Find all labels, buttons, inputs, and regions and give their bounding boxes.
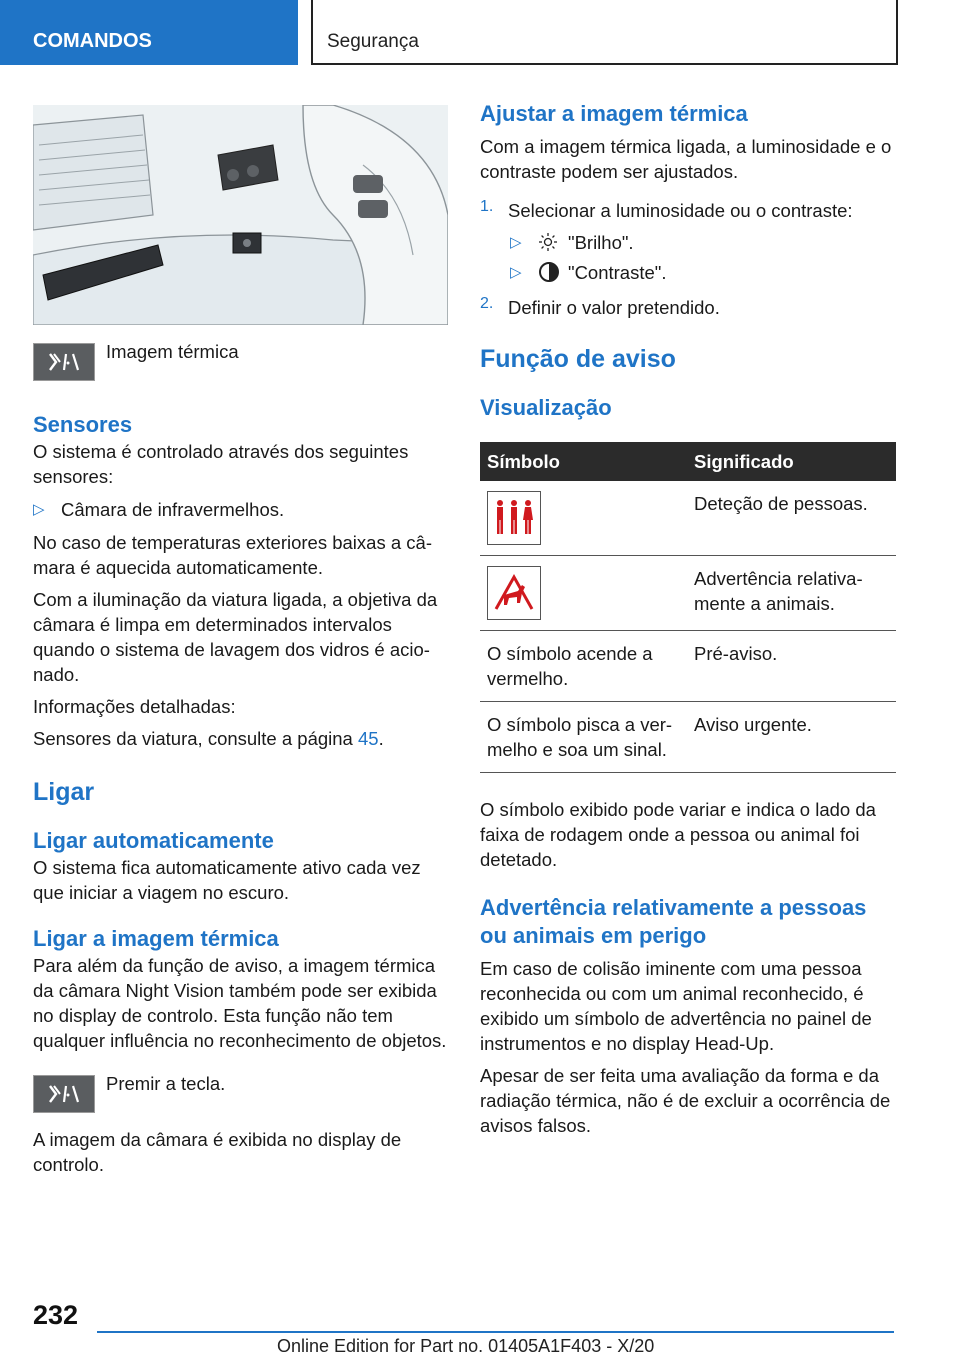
table-cell: Deteção de pessoas.	[687, 481, 896, 556]
step-text: Definir o valor pretendido.	[508, 297, 720, 318]
paragraph: Para além da função de aviso, a imagem térmica da câmara Night Vision também pode ser exibida no display de controlo. Esta função não tem qualquer influência no reconhecimento de objetos.	[33, 955, 447, 1051]
sensores-intro: O sistema é controlado através dos seguintes sensores:	[33, 441, 409, 487]
table-row	[480, 702, 896, 773]
nightvision-button-icon	[33, 1075, 95, 1113]
termica-heading: Ligar a imagem térmica	[33, 926, 279, 951]
chapter-tab	[311, 0, 898, 65]
section-title: COMANDOS	[33, 30, 152, 52]
paragraph: A imagem da câmara é exibida no display de controlo.	[33, 1129, 402, 1175]
step-2	[480, 295, 896, 320]
table-header: Significado	[687, 442, 896, 481]
paragraph: No caso de temperaturas exteriores baixas a câmara é aquecida automaticamente.	[33, 532, 432, 578]
bullet-item	[33, 497, 448, 522]
paragraph: O sistema fica automaticamente ativo cada vez que iniciar a viagem no escuro.	[33, 857, 421, 903]
triangle-bullet-icon: ▷	[510, 264, 522, 281]
table-cell: O símbolo acende a vermelho.	[480, 631, 687, 702]
table-header: Símbolo	[480, 442, 687, 481]
table-cell: Advertência relativamente a animais.	[687, 556, 896, 631]
brightness-option	[510, 227, 896, 257]
page-number: 232	[33, 1300, 79, 1330]
dashboard-drawing	[33, 105, 448, 325]
option-text: "Contraste".	[568, 261, 667, 283]
nightvision-key-row	[33, 343, 448, 381]
ajustar-heading: Ajustar a imagem térmica	[480, 101, 748, 126]
ligar-heading: Ligar	[33, 778, 95, 806]
page-link[interactable]: 45	[358, 728, 379, 749]
footer-edition: Online Edition for Part no. 01405A1F403 - X/20	[277, 1336, 655, 1356]
dashboard-illustration	[33, 105, 448, 325]
contrast-icon	[538, 261, 568, 283]
aviso-heading: Função de aviso	[480, 345, 676, 373]
paragraph: Com a iluminação da viatura ligada, a objetiva da câmara é limpa em determinados intervalos quando o sistema de lavagem dos vidros é acionado.	[33, 589, 438, 685]
step-1	[480, 198, 896, 223]
sun-icon	[538, 232, 568, 252]
paragraph: Informações detalhadas:	[33, 696, 236, 717]
table-cell: Aviso urgente.	[687, 702, 896, 773]
table-row	[480, 481, 896, 556]
step-number: 1.	[480, 198, 494, 215]
nightvision-button-icon	[33, 343, 95, 381]
table-cell	[480, 481, 687, 556]
step-number: 2.	[480, 295, 494, 312]
cross-reference: Sensores da viatura, consulte a página 45.	[33, 728, 384, 749]
table-cell: Pré-aviso.	[687, 631, 896, 702]
animal-warning-icon	[487, 566, 541, 620]
paragraph: Em caso de colisão iminente com uma pessoa reconhecida ou com um animal reconhecido, é exibido um símbolo de advertência no painel de instrumentos e no display Head-Up.	[480, 958, 872, 1054]
paragraph: O símbolo exibido pode variar e indica o lado da faixa de rodagem onde a pessoa ou animal foi detetado.	[480, 799, 876, 870]
visualizacao-heading: Visualização	[480, 395, 612, 420]
paragraph: Com a imagem térmica ligada, a luminosidade e o contraste podem ser ajustados.	[480, 136, 892, 182]
bullet-text: Câmara de infravermelhos.	[61, 499, 285, 520]
section-tab	[0, 0, 298, 65]
auto-heading: Ligar automaticamente	[33, 828, 274, 853]
chapter-title: Segurança	[327, 31, 419, 52]
table-row	[480, 556, 896, 631]
footer-rule	[97, 1331, 894, 1333]
paragraph: Apesar de ser feita uma avaliação da forma e da radiação térmica, não é de excluir a ocorrência de avisos falsos.	[480, 1065, 891, 1136]
left-column	[33, 105, 448, 1177]
table-header-row	[480, 442, 896, 481]
sensores-heading: Sensores	[33, 412, 133, 437]
image-caption: Imagem térmica	[106, 341, 239, 362]
symbol-table	[480, 442, 896, 773]
table-cell	[480, 556, 687, 631]
contrast-option	[510, 257, 896, 287]
press-key-row	[33, 1075, 448, 1113]
press-key-text: Premir a tecla.	[106, 1073, 226, 1094]
step-text: Selecionar a luminosidade ou o contraste:	[508, 200, 853, 221]
triangle-bullet-icon: ▷	[510, 234, 522, 251]
right-column	[480, 100, 896, 1138]
pedestrian-warning-icon	[487, 491, 541, 545]
table-cell: O símbolo pisca a vermelho e soa um sinal.	[480, 702, 687, 773]
option-text: "Brilho".	[568, 231, 634, 253]
advertencia-heading: Advertência relativamente a pessoas ou animais em perigo	[480, 895, 867, 948]
table-row	[480, 631, 896, 702]
triangle-bullet-icon: ▷	[33, 501, 45, 518]
